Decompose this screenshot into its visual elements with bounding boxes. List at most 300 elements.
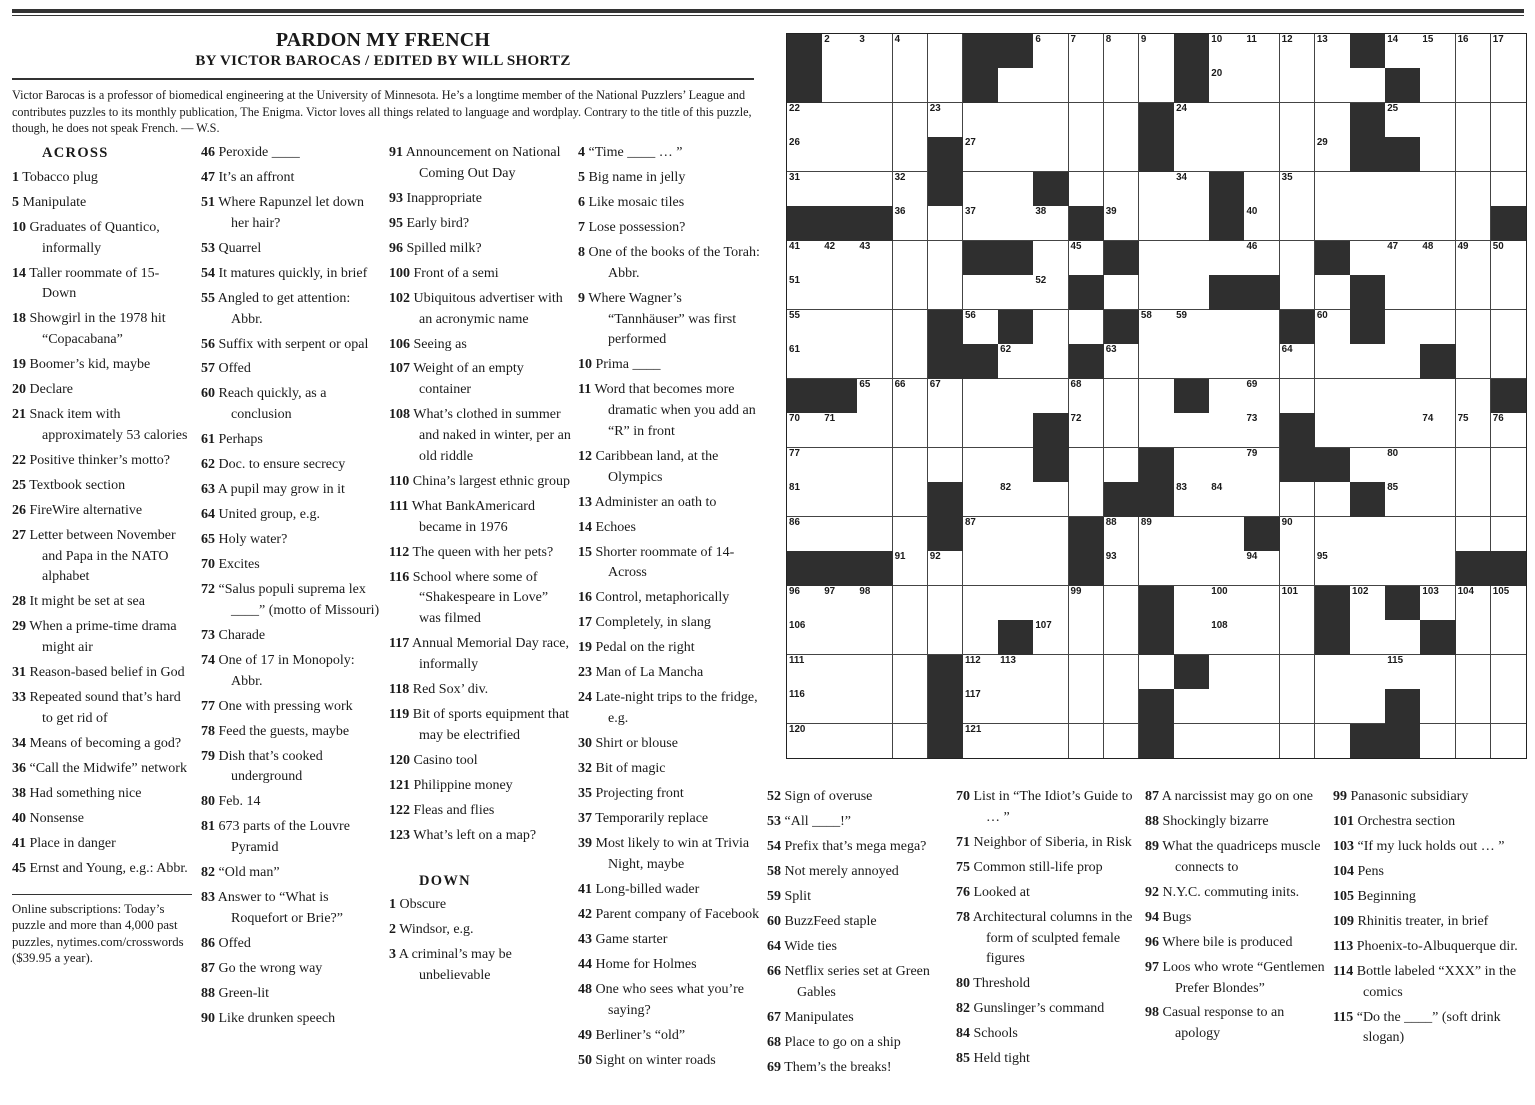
grid-cell[interactable] — [998, 68, 1034, 103]
grid-cell[interactable] — [1033, 620, 1069, 655]
grid-cell[interactable] — [1350, 620, 1386, 655]
grid-cell[interactable] — [857, 34, 893, 69]
grid-cell[interactable] — [1385, 379, 1421, 414]
grid-cell[interactable] — [1244, 137, 1280, 172]
grid-cell[interactable] — [1069, 586, 1105, 621]
grid-cell[interactable] — [998, 586, 1034, 621]
grid-cell[interactable] — [1139, 655, 1175, 690]
grid-cell[interactable] — [893, 413, 929, 448]
grid-cell[interactable] — [1104, 206, 1140, 241]
grid-cell[interactable] — [1350, 586, 1386, 621]
grid-cell[interactable] — [998, 379, 1034, 414]
grid-cell[interactable] — [1244, 103, 1280, 138]
grid-cell[interactable] — [1456, 724, 1492, 758]
grid-cell[interactable] — [963, 655, 999, 690]
grid-cell[interactable] — [1420, 724, 1456, 758]
grid-cell[interactable] — [1420, 586, 1456, 621]
grid-cell[interactable] — [1315, 68, 1351, 103]
grid-cell[interactable] — [1420, 137, 1456, 172]
grid-cell[interactable] — [1315, 689, 1351, 724]
grid-cell[interactable] — [928, 379, 964, 414]
grid-cell[interactable] — [1104, 724, 1140, 758]
grid-cell[interactable] — [822, 34, 858, 69]
grid-cell[interactable] — [1350, 448, 1386, 483]
grid-cell[interactable] — [787, 413, 823, 448]
grid-cell[interactable] — [1104, 586, 1140, 621]
grid-cell[interactable] — [1420, 379, 1456, 414]
grid-cell[interactable] — [928, 68, 964, 103]
grid-cell[interactable] — [857, 344, 893, 379]
grid-cell[interactable] — [1244, 413, 1280, 448]
grid-cell[interactable] — [998, 206, 1034, 241]
grid-cell[interactable] — [1104, 689, 1140, 724]
grid-cell[interactable] — [1491, 34, 1526, 69]
grid-cell[interactable] — [1385, 344, 1421, 379]
grid-cell[interactable] — [1069, 413, 1105, 448]
grid-cell[interactable] — [1385, 620, 1421, 655]
grid-cell[interactable] — [1350, 689, 1386, 724]
grid-cell[interactable] — [1350, 517, 1386, 552]
grid-cell[interactable] — [1209, 379, 1245, 414]
grid-cell[interactable] — [1456, 586, 1492, 621]
grid-cell[interactable] — [1209, 413, 1245, 448]
grid-cell[interactable] — [928, 551, 964, 586]
grid-cell[interactable] — [1350, 241, 1386, 276]
grid-cell[interactable] — [1209, 344, 1245, 379]
grid-cell[interactable] — [1315, 724, 1351, 758]
grid-cell[interactable] — [1385, 551, 1421, 586]
grid-cell[interactable] — [1280, 275, 1316, 310]
grid-cell[interactable] — [998, 724, 1034, 758]
grid-cell[interactable] — [963, 620, 999, 655]
grid-cell[interactable] — [1244, 482, 1280, 517]
grid-cell[interactable] — [893, 137, 929, 172]
grid-cell[interactable] — [857, 275, 893, 310]
grid-cell[interactable] — [787, 482, 823, 517]
grid-cell[interactable] — [787, 620, 823, 655]
grid-cell[interactable] — [928, 448, 964, 483]
grid-cell[interactable] — [1385, 103, 1421, 138]
grid-cell[interactable] — [1420, 413, 1456, 448]
grid-cell[interactable] — [857, 482, 893, 517]
grid-cell[interactable] — [1385, 310, 1421, 345]
grid-cell[interactable] — [963, 275, 999, 310]
grid-cell[interactable] — [1385, 655, 1421, 690]
grid-cell[interactable] — [822, 586, 858, 621]
grid-cell[interactable] — [893, 68, 929, 103]
grid-cell[interactable] — [822, 482, 858, 517]
grid-cell[interactable] — [963, 689, 999, 724]
grid-cell[interactable] — [1315, 517, 1351, 552]
grid-cell[interactable] — [787, 448, 823, 483]
grid-cell[interactable] — [893, 275, 929, 310]
grid-cell[interactable] — [787, 689, 823, 724]
grid-cell[interactable] — [787, 310, 823, 345]
grid-cell[interactable] — [963, 517, 999, 552]
grid-cell[interactable] — [1244, 241, 1280, 276]
grid-cell[interactable] — [1104, 34, 1140, 69]
grid-cell[interactable] — [893, 379, 929, 414]
grid-cell[interactable] — [928, 413, 964, 448]
grid-cell[interactable] — [1139, 413, 1175, 448]
grid-cell[interactable] — [1491, 68, 1526, 103]
grid-cell[interactable] — [1315, 275, 1351, 310]
grid-cell[interactable] — [1456, 620, 1492, 655]
grid-cell[interactable] — [1033, 655, 1069, 690]
grid-cell[interactable] — [822, 689, 858, 724]
grid-cell[interactable] — [1069, 655, 1105, 690]
grid-cell[interactable] — [1456, 34, 1492, 69]
grid-cell[interactable] — [1104, 379, 1140, 414]
grid-cell[interactable] — [822, 344, 858, 379]
grid-cell[interactable] — [1350, 379, 1386, 414]
grid-cell[interactable] — [1209, 620, 1245, 655]
grid-cell[interactable] — [787, 137, 823, 172]
grid-cell[interactable] — [1033, 310, 1069, 345]
grid-cell[interactable] — [1174, 275, 1210, 310]
grid-cell[interactable] — [1069, 137, 1105, 172]
grid-cell[interactable] — [1209, 68, 1245, 103]
grid-cell[interactable] — [1033, 137, 1069, 172]
grid-cell[interactable] — [963, 482, 999, 517]
grid-cell[interactable] — [1069, 34, 1105, 69]
grid-cell[interactable] — [1385, 482, 1421, 517]
grid-cell[interactable] — [1456, 310, 1492, 345]
grid-cell[interactable] — [1033, 103, 1069, 138]
grid-cell[interactable] — [1209, 724, 1245, 758]
grid-cell[interactable] — [1456, 482, 1492, 517]
grid-cell[interactable] — [1280, 586, 1316, 621]
grid-cell[interactable] — [1350, 413, 1386, 448]
grid-cell[interactable] — [1209, 448, 1245, 483]
grid-cell[interactable] — [1491, 413, 1526, 448]
grid-cell[interactable] — [1033, 379, 1069, 414]
grid-cell[interactable] — [822, 137, 858, 172]
grid-cell[interactable] — [1174, 103, 1210, 138]
grid-cell[interactable] — [822, 68, 858, 103]
grid-cell[interactable] — [1456, 413, 1492, 448]
grid-cell[interactable] — [998, 172, 1034, 207]
grid-cell[interactable] — [1420, 275, 1456, 310]
grid-cell[interactable] — [1104, 137, 1140, 172]
grid-cell[interactable] — [963, 310, 999, 345]
grid-cell[interactable] — [893, 448, 929, 483]
grid-cell[interactable] — [928, 34, 964, 69]
grid-cell[interactable] — [1315, 34, 1351, 69]
grid-cell[interactable] — [1174, 448, 1210, 483]
grid-cell[interactable] — [857, 68, 893, 103]
grid-cell[interactable] — [1244, 724, 1280, 758]
grid-cell[interactable] — [822, 620, 858, 655]
grid-cell[interactable] — [857, 724, 893, 758]
grid-cell[interactable] — [1104, 103, 1140, 138]
grid-cell[interactable] — [787, 586, 823, 621]
grid-cell[interactable] — [1174, 689, 1210, 724]
grid-cell[interactable] — [1385, 517, 1421, 552]
grid-cell[interactable] — [1069, 172, 1105, 207]
grid-cell[interactable] — [1244, 68, 1280, 103]
grid-cell[interactable] — [1350, 344, 1386, 379]
grid-cell[interactable] — [1244, 206, 1280, 241]
grid-cell[interactable] — [1280, 551, 1316, 586]
grid-cell[interactable] — [1174, 241, 1210, 276]
grid-cell[interactable] — [998, 103, 1034, 138]
grid-cell[interactable] — [1491, 689, 1526, 724]
grid-cell[interactable] — [787, 172, 823, 207]
grid-cell[interactable] — [1491, 448, 1526, 483]
grid-cell[interactable] — [1174, 482, 1210, 517]
grid-cell[interactable] — [998, 344, 1034, 379]
grid-cell[interactable] — [1456, 137, 1492, 172]
grid-cell[interactable] — [822, 103, 858, 138]
grid-cell[interactable] — [1104, 448, 1140, 483]
grid-cell[interactable] — [1315, 310, 1351, 345]
grid-cell[interactable] — [1209, 137, 1245, 172]
grid-cell[interactable] — [822, 275, 858, 310]
grid-cell[interactable] — [857, 689, 893, 724]
grid-cell[interactable] — [1139, 344, 1175, 379]
grid-cell[interactable] — [1209, 655, 1245, 690]
grid-cell[interactable] — [1139, 551, 1175, 586]
grid-cell[interactable] — [1350, 68, 1386, 103]
grid-cell[interactable] — [1385, 241, 1421, 276]
grid-cell[interactable] — [1139, 517, 1175, 552]
grid-cell[interactable] — [787, 517, 823, 552]
grid-cell[interactable] — [928, 275, 964, 310]
grid-cell[interactable] — [1104, 413, 1140, 448]
grid-cell[interactable] — [1139, 172, 1175, 207]
grid-cell[interactable] — [1280, 241, 1316, 276]
grid-cell[interactable] — [1420, 551, 1456, 586]
grid-cell[interactable] — [1209, 34, 1245, 69]
grid-cell[interactable] — [998, 413, 1034, 448]
grid-cell[interactable] — [1033, 241, 1069, 276]
grid-cell[interactable] — [1209, 103, 1245, 138]
grid-cell[interactable] — [1280, 103, 1316, 138]
grid-cell[interactable] — [1244, 655, 1280, 690]
grid-cell[interactable] — [1385, 413, 1421, 448]
grid-cell[interactable] — [893, 34, 929, 69]
grid-cell[interactable] — [963, 172, 999, 207]
grid-cell[interactable] — [998, 448, 1034, 483]
grid-cell[interactable] — [893, 482, 929, 517]
grid-cell[interactable] — [1174, 551, 1210, 586]
grid-cell[interactable] — [822, 172, 858, 207]
grid-cell[interactable] — [1069, 689, 1105, 724]
grid-cell[interactable] — [1315, 137, 1351, 172]
grid-cell[interactable] — [1244, 689, 1280, 724]
grid-cell[interactable] — [1139, 275, 1175, 310]
grid-cell[interactable] — [822, 448, 858, 483]
grid-cell[interactable] — [1104, 620, 1140, 655]
grid-cell[interactable] — [1244, 34, 1280, 69]
grid-cell[interactable] — [1139, 34, 1175, 69]
grid-cell[interactable] — [998, 137, 1034, 172]
grid-cell[interactable] — [822, 724, 858, 758]
grid-cell[interactable] — [787, 724, 823, 758]
grid-cell[interactable] — [1420, 103, 1456, 138]
grid-cell[interactable] — [1385, 448, 1421, 483]
grid-cell[interactable] — [963, 586, 999, 621]
grid-cell[interactable] — [1280, 34, 1316, 69]
grid-cell[interactable] — [1491, 517, 1526, 552]
grid-cell[interactable] — [1456, 68, 1492, 103]
grid-cell[interactable] — [893, 172, 929, 207]
grid-cell[interactable] — [1491, 275, 1526, 310]
grid-cell[interactable] — [1104, 517, 1140, 552]
grid-cell[interactable] — [1385, 34, 1421, 69]
grid-cell[interactable] — [822, 655, 858, 690]
grid-cell[interactable] — [1174, 413, 1210, 448]
grid-cell[interactable] — [1491, 310, 1526, 345]
grid-cell[interactable] — [1069, 379, 1105, 414]
grid-cell[interactable] — [893, 655, 929, 690]
grid-cell[interactable] — [1385, 275, 1421, 310]
grid-cell[interactable] — [1280, 68, 1316, 103]
grid-cell[interactable] — [963, 137, 999, 172]
grid-cell[interactable] — [1033, 344, 1069, 379]
grid-cell[interactable] — [1174, 137, 1210, 172]
grid-cell[interactable] — [1420, 689, 1456, 724]
grid-cell[interactable] — [822, 241, 858, 276]
grid-cell[interactable] — [1104, 68, 1140, 103]
grid-cell[interactable] — [1280, 379, 1316, 414]
grid-cell[interactable] — [1491, 655, 1526, 690]
grid-cell[interactable] — [1104, 275, 1140, 310]
grid-cell[interactable] — [1420, 206, 1456, 241]
grid-cell[interactable] — [963, 448, 999, 483]
grid-cell[interactable] — [1456, 103, 1492, 138]
grid-cell[interactable] — [1456, 206, 1492, 241]
grid-cell[interactable] — [1033, 517, 1069, 552]
grid-cell[interactable] — [928, 586, 964, 621]
grid-cell[interactable] — [963, 724, 999, 758]
grid-cell[interactable] — [1491, 103, 1526, 138]
grid-cell[interactable] — [822, 517, 858, 552]
grid-cell[interactable] — [1209, 241, 1245, 276]
grid-cell[interactable] — [1174, 344, 1210, 379]
grid-cell[interactable] — [1491, 241, 1526, 276]
grid-cell[interactable] — [857, 517, 893, 552]
grid-cell[interactable] — [1209, 689, 1245, 724]
grid-cell[interactable] — [998, 655, 1034, 690]
grid-cell[interactable] — [1280, 172, 1316, 207]
grid-cell[interactable] — [1315, 206, 1351, 241]
grid-cell[interactable] — [857, 586, 893, 621]
grid-cell[interactable] — [1420, 655, 1456, 690]
grid-cell[interactable] — [1491, 344, 1526, 379]
grid-cell[interactable] — [1033, 551, 1069, 586]
grid-cell[interactable] — [1033, 68, 1069, 103]
grid-cell[interactable] — [1244, 344, 1280, 379]
grid-cell[interactable] — [928, 103, 964, 138]
grid-cell[interactable] — [1174, 724, 1210, 758]
grid-cell[interactable] — [1174, 310, 1210, 345]
grid-cell[interactable] — [1244, 310, 1280, 345]
grid-cell[interactable] — [1209, 551, 1245, 586]
grid-cell[interactable] — [857, 103, 893, 138]
grid-cell[interactable] — [1385, 172, 1421, 207]
grid-cell[interactable] — [1280, 689, 1316, 724]
grid-cell[interactable] — [1104, 655, 1140, 690]
grid-cell[interactable] — [1315, 551, 1351, 586]
grid-cell[interactable] — [857, 310, 893, 345]
grid-cell[interactable] — [1315, 344, 1351, 379]
grid-cell[interactable] — [893, 310, 929, 345]
grid-cell[interactable] — [1174, 517, 1210, 552]
grid-cell[interactable] — [1420, 310, 1456, 345]
grid-cell[interactable] — [1420, 172, 1456, 207]
grid-cell[interactable] — [893, 551, 929, 586]
grid-cell[interactable] — [1069, 241, 1105, 276]
grid-cell[interactable] — [1280, 517, 1316, 552]
grid-cell[interactable] — [857, 241, 893, 276]
grid-cell[interactable] — [1139, 68, 1175, 103]
grid-cell[interactable] — [1491, 172, 1526, 207]
grid-cell[interactable] — [893, 241, 929, 276]
grid-cell[interactable] — [928, 620, 964, 655]
grid-cell[interactable] — [1315, 103, 1351, 138]
grid-cell[interactable] — [1280, 655, 1316, 690]
grid-cell[interactable] — [1139, 206, 1175, 241]
grid-cell[interactable] — [1033, 724, 1069, 758]
grid-cell[interactable] — [857, 137, 893, 172]
grid-cell[interactable] — [1280, 137, 1316, 172]
grid-cell[interactable] — [857, 655, 893, 690]
grid-cell[interactable] — [1244, 551, 1280, 586]
grid-cell[interactable] — [998, 689, 1034, 724]
grid-cell[interactable] — [822, 310, 858, 345]
grid-cell[interactable] — [1139, 310, 1175, 345]
grid-cell[interactable] — [1139, 379, 1175, 414]
grid-cell[interactable] — [787, 275, 823, 310]
grid-cell[interactable] — [998, 517, 1034, 552]
grid-cell[interactable] — [1420, 517, 1456, 552]
grid-cell[interactable] — [1456, 241, 1492, 276]
grid-cell[interactable] — [1456, 275, 1492, 310]
grid-cell[interactable] — [787, 655, 823, 690]
grid-cell[interactable] — [1033, 206, 1069, 241]
grid-cell[interactable] — [963, 413, 999, 448]
grid-cell[interactable] — [1033, 586, 1069, 621]
grid-cell[interactable] — [1069, 448, 1105, 483]
grid-cell[interactable] — [1244, 448, 1280, 483]
grid-cell[interactable] — [857, 413, 893, 448]
grid-cell[interactable] — [1280, 620, 1316, 655]
grid-cell[interactable] — [1104, 551, 1140, 586]
grid-cell[interactable] — [1209, 482, 1245, 517]
grid-cell[interactable] — [893, 103, 929, 138]
grid-cell[interactable] — [963, 206, 999, 241]
grid-cell[interactable] — [1280, 724, 1316, 758]
grid-cell[interactable] — [928, 206, 964, 241]
grid-cell[interactable] — [1069, 68, 1105, 103]
grid-cell[interactable] — [1456, 689, 1492, 724]
grid-cell[interactable] — [1033, 275, 1069, 310]
grid-cell[interactable] — [1033, 482, 1069, 517]
grid-cell[interactable] — [1315, 655, 1351, 690]
grid-cell[interactable] — [787, 344, 823, 379]
grid-cell[interactable] — [1139, 241, 1175, 276]
grid-cell[interactable] — [893, 517, 929, 552]
grid-cell[interactable] — [1069, 482, 1105, 517]
grid-cell[interactable] — [1033, 34, 1069, 69]
grid-cell[interactable] — [1350, 172, 1386, 207]
grid-cell[interactable] — [1350, 655, 1386, 690]
grid-cell[interactable] — [893, 620, 929, 655]
grid-cell[interactable] — [1069, 620, 1105, 655]
grid-cell[interactable] — [1350, 551, 1386, 586]
